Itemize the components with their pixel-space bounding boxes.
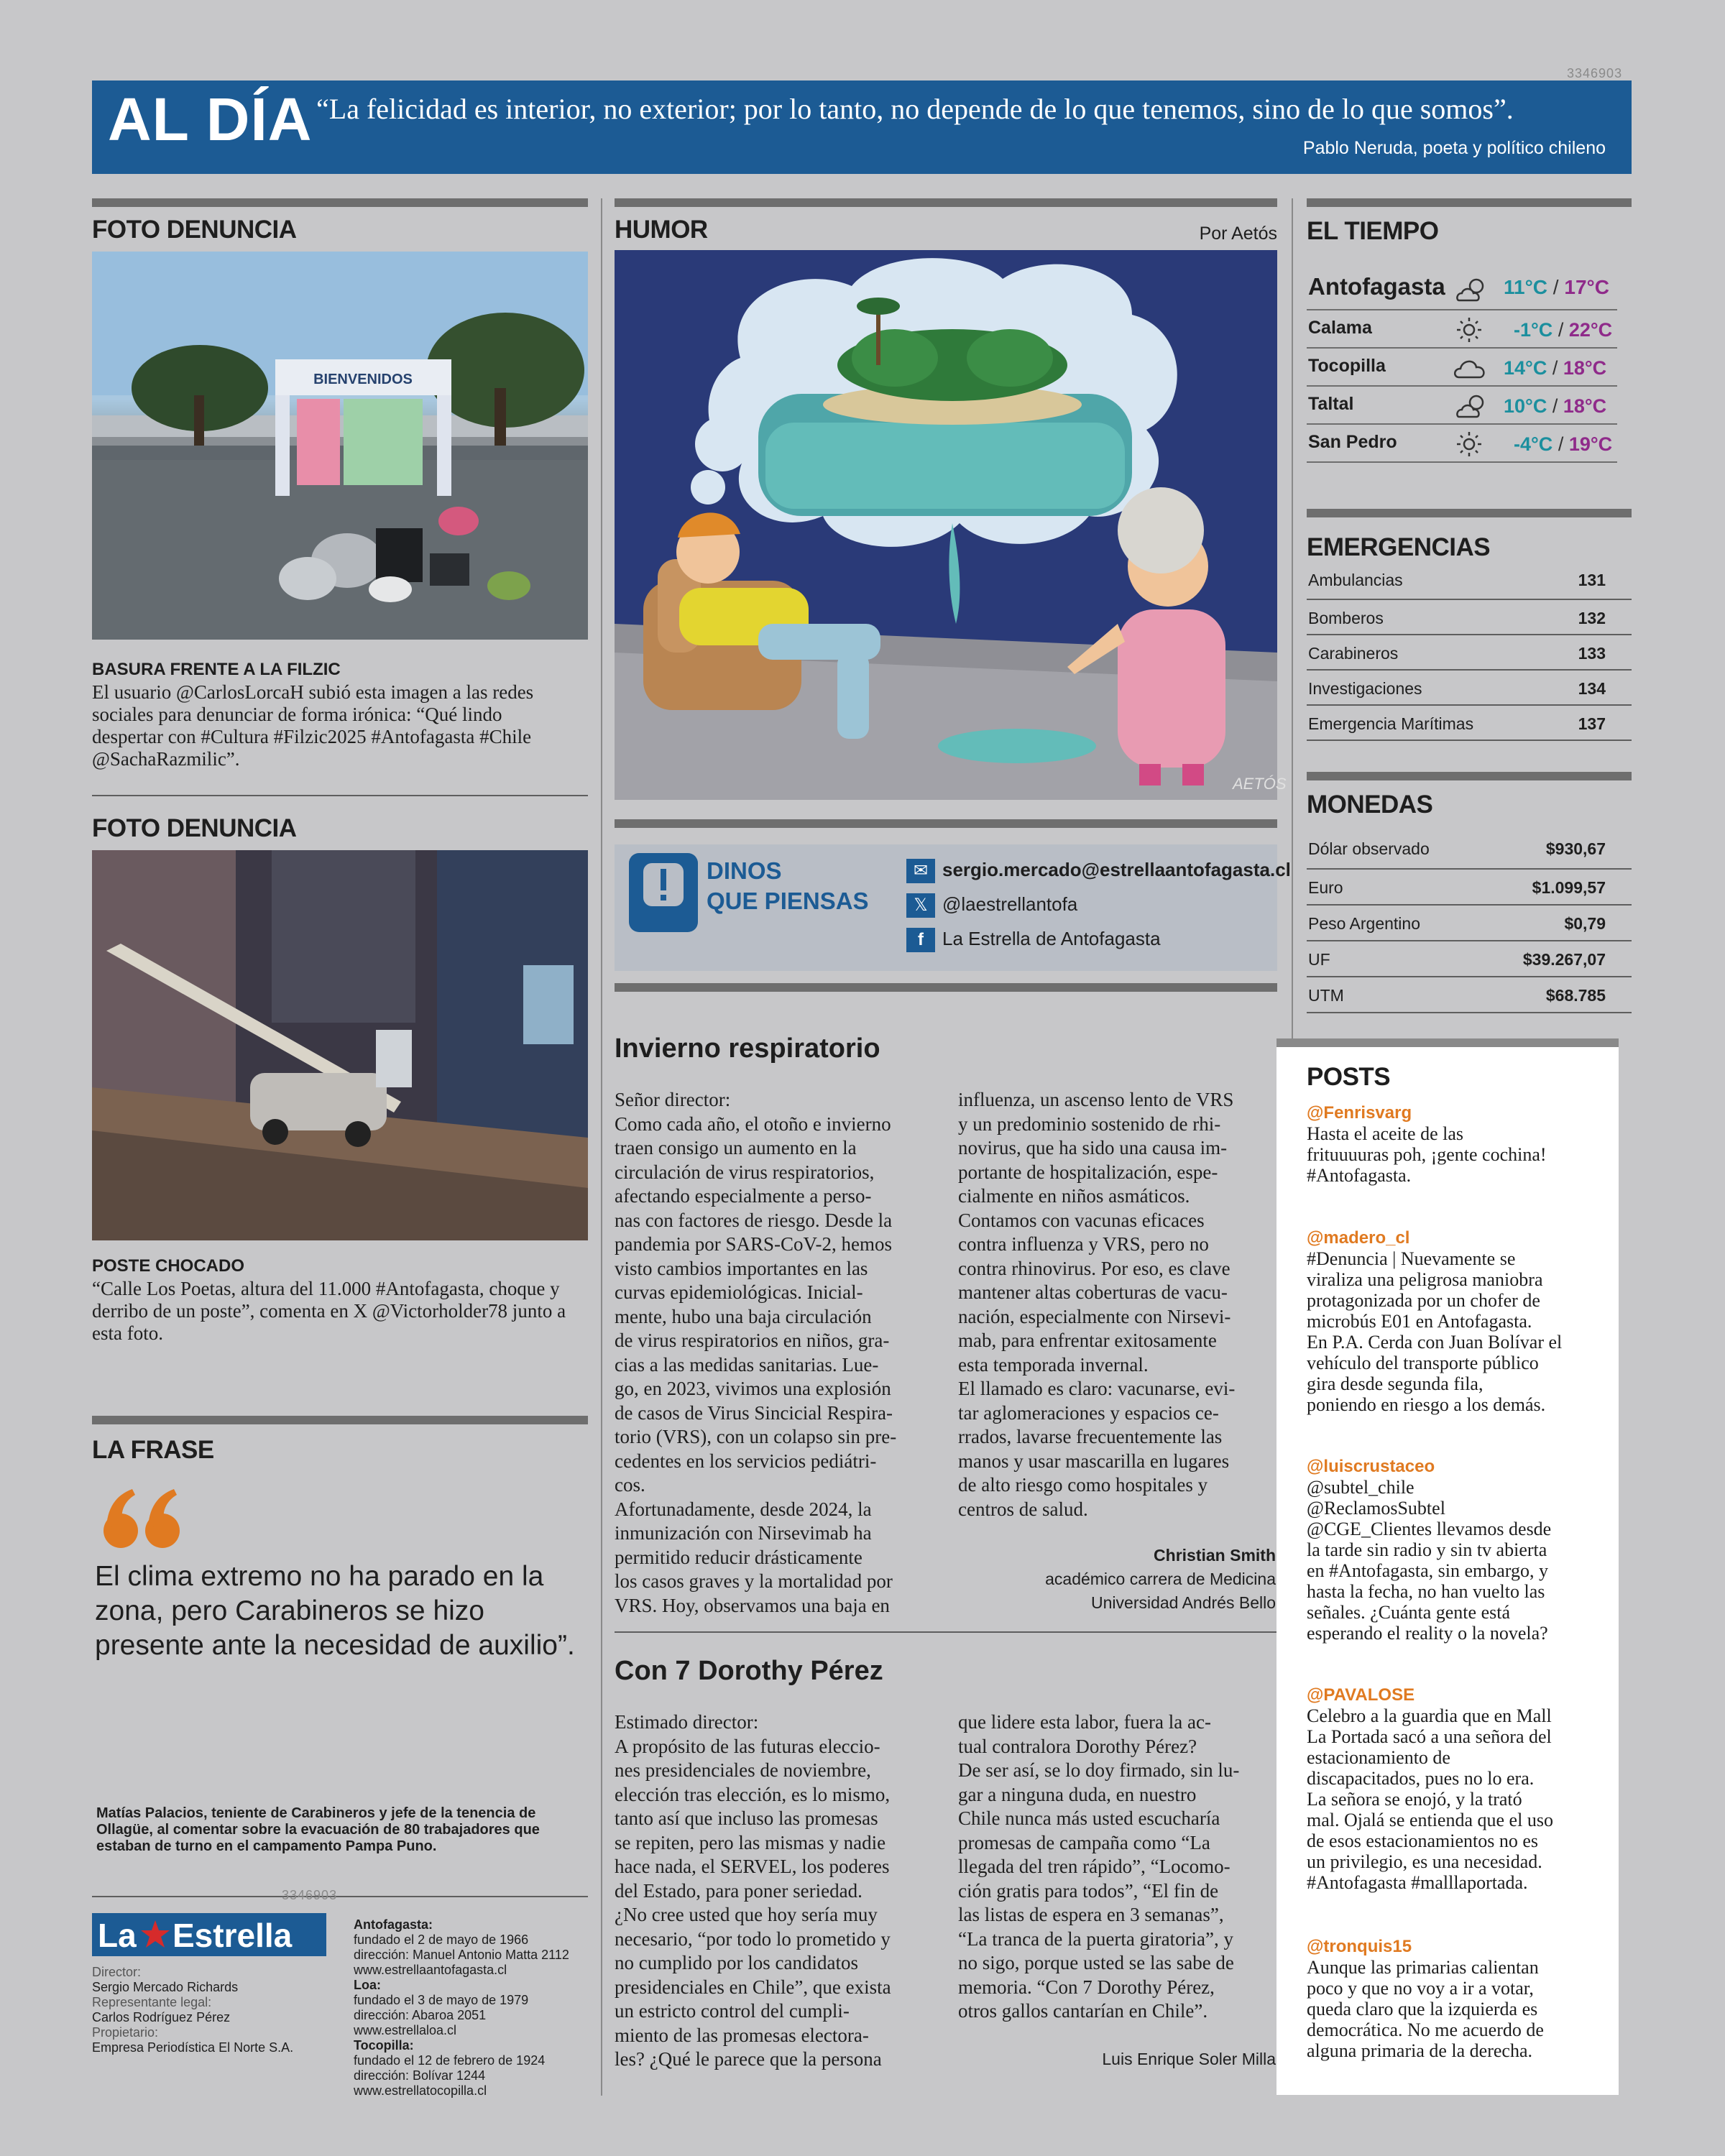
weather-row: Antofagasta 11°C / 17°C <box>1307 267 1617 310</box>
post-item <box>1307 1228 1609 1415</box>
post-line: señales. ¿Cuánta gente está <box>1307 1602 1510 1623</box>
letter1-column2: influenza, un ascenso lento de VRS y un predominio sostenido de rhi- novirus, que ha sido una causa im- portante de hospitalización, espe- cialmente en niños asmáticos. Contamos con vacunas eficaces contra influenza y VRS, pero no contra rhinovirus. Por eso, es clave mantener altas coberturas de vacu- nación, especialmente con Nirsevi- mab, para enfrentar exitosamente esta temporada invernal. El llamado es claro: vacunarse, evi- tar aglomeraciones y espacios ce- rrados, lavarse frecuentemente las manos y usar mascarilla en lugares de alto riesgo como hospitales y centros de salud. <box>958 1089 1236 1520</box>
humor-cartoon <box>615 250 1287 800</box>
partly-cloudy-icon <box>1455 392 1489 420</box>
post-line: democrática. No me acuerdo de <box>1307 2019 1544 2040</box>
weather-high: 18°C <box>1563 395 1607 417</box>
foto1-caption-title: BASURA FRENTE A LA FILZIC <box>92 660 341 679</box>
column-rule <box>92 1416 588 1424</box>
edition-city: Antofagasta: <box>354 1917 433 1932</box>
frase-attribution: Matías Palacios, teniente de Carabineros y jefe de la tenencia de Ollagüe, al comentar sobre la evacuación de 80 trabajadores que estaban de turno en el campamento Pampa Puno. <box>96 1805 540 1854</box>
monedas-row <box>1307 941 1632 977</box>
emergencias-table <box>1307 565 1632 741</box>
post-line: vehículo del transporte público <box>1307 1353 1539 1373</box>
foto2-caption-title: POSTE CHOCADO <box>92 1256 245 1276</box>
edition-line: www.estrellatocopilla.cl <box>354 2083 487 2098</box>
weather-high: 22°C <box>1568 319 1613 341</box>
frase-quote: El clima extremo no ha parado en la zona, pero Carabineros se hizo presente ante la necesidad de auxilio”. <box>95 1561 575 1661</box>
column-rule <box>615 819 1277 828</box>
post-line: La Portada sacó a una señora del <box>1307 1726 1552 1747</box>
weather-low: 14°C <box>1504 357 1547 379</box>
post-line: #Antofagasta #malllaportada. <box>1307 1872 1528 1893</box>
post-line: protagonizada por un chofer de <box>1307 1290 1540 1311</box>
logo-la: La <box>98 1917 137 1954</box>
partly-cloudy-icon <box>1455 276 1489 303</box>
post-line: Celebro a la guardia que en Mall <box>1307 1705 1552 1726</box>
column-rule <box>1307 198 1632 207</box>
letter1-signer-role: académico carrera de Medicina <box>1045 1570 1276 1588</box>
posts-panel <box>1276 1038 1619 2095</box>
emergencias-label: Investigaciones <box>1308 679 1422 698</box>
foto1-caption: El usuario @CarlosLorcaH subió esta imagen a las redes sociales para denunciar de forma irónica: “Qué lindo despertar con #Cultura #Filzic2025 #Antofagasta #Chile @SachaRazmilic”. <box>92 681 534 770</box>
weather-city: Tocopilla <box>1308 356 1386 376</box>
edition-line: www.estrellaloa.cl <box>354 2023 457 2037</box>
foto1-illustration <box>92 252 588 640</box>
monedas-row <box>1307 870 1632 906</box>
emergencias-label: Emergencia Marítimas <box>1308 714 1474 733</box>
post-line: #Denuncia | Nuevamente se <box>1307 1248 1516 1269</box>
post-line: gira desde segunda fila, <box>1307 1373 1484 1394</box>
foto2-section-title: FOTO DENUNCIA <box>92 814 297 842</box>
weather-row: Calama -1°C / 22°C <box>1307 310 1617 349</box>
post-line: estacionamiento de <box>1307 1747 1450 1768</box>
logo-estrella: Estrella <box>172 1917 293 1954</box>
monedas-label: UF <box>1308 950 1330 969</box>
monedas-label: Euro <box>1308 878 1343 897</box>
emergencias-number: 137 <box>1578 714 1606 733</box>
edition-line: dirección: Bolívar 1244 <box>354 2068 486 2083</box>
post-line: queda claro que la izquierda es <box>1307 1999 1538 2019</box>
emergencias-row <box>1307 565 1632 600</box>
sun-icon <box>1455 430 1484 458</box>
post-line: poniendo en riesgo a los demás. <box>1307 1394 1546 1415</box>
dinos-facebook[interactable]: La Estrella de Antofagasta <box>942 928 1161 949</box>
column-rule <box>1307 772 1632 780</box>
posts-section-title: POSTS <box>1307 1063 1391 1091</box>
emergencias-number: 132 <box>1578 609 1606 627</box>
post-line: mal. Ojalá se entienda que el uso <box>1307 1810 1553 1830</box>
foto1-section-title: FOTO DENUNCIA <box>92 216 297 244</box>
post-line: frituuuuras poh, ¡gente cochina! <box>1307 1144 1547 1165</box>
cloud-icon <box>1453 356 1488 380</box>
weather-table <box>1307 267 1617 463</box>
post-item <box>1307 1685 1609 1893</box>
header-quote: “La felicidad es interior, no exterior; por lo tanto, no depende de lo que tenemos, sino de lo que somos”. <box>316 93 1514 125</box>
monedas-value: $1.099,57 <box>1532 878 1606 897</box>
weather-low: 10°C <box>1504 395 1547 417</box>
column-rule <box>92 198 588 207</box>
director-label: Director: <box>92 1965 142 1979</box>
foto2-caption: “Calle Los Poetas, altura del 11.000 #Antofagasta, choque y derribo de un poste”, comenta en X @Victorholder78 junto a esta foto. <box>92 1278 566 1344</box>
quote-mark-icon <box>101 1486 187 1551</box>
weather-city: San Pedro <box>1308 432 1397 452</box>
emergencias-section-title: EMERGENCIAS <box>1307 533 1491 561</box>
edition-city: Loa: <box>354 1978 381 1992</box>
masthead-logo <box>92 1913 326 1956</box>
weather-row: Tocopilla 14°C / 18°C <box>1307 349 1617 387</box>
x-icon: 𝕏 <box>906 893 935 918</box>
letter2-signer: Luis Enrique Soler Milla <box>1102 2050 1276 2068</box>
email-icon: ✉ <box>906 859 935 883</box>
emergencias-label: Carabineros <box>1308 644 1399 663</box>
foto1-photo <box>92 252 588 640</box>
post-item <box>1307 1937 1609 2061</box>
letter1-signature <box>958 1544 1276 1615</box>
monedas-section-title: MONEDAS <box>1307 791 1433 819</box>
emergencias-row <box>1307 600 1632 635</box>
edition-line: dirección: Abaroa 2051 <box>354 2008 487 2022</box>
masthead-editions <box>354 1917 591 2099</box>
emergencias-row <box>1307 706 1632 741</box>
owner-name: Empresa Periodística El Norte S.A. <box>92 2040 294 2055</box>
weather-row: Taltal 10°C / 18°C <box>1307 387 1617 425</box>
edition-line: www.estrellaantofagasta.cl <box>354 1963 507 1977</box>
sun-icon <box>1455 316 1484 344</box>
post-handle[interactable]: @Fenrisvarg <box>1307 1103 1412 1123</box>
dinos-title <box>707 856 869 916</box>
post-line: #Antofagasta. <box>1307 1165 1412 1186</box>
letter1-signer: Christian Smith <box>1154 1546 1276 1565</box>
monedas-row <box>1307 906 1632 941</box>
post-line: en #Antofagasta, sin embargo, y <box>1307 1560 1548 1581</box>
post-line: de esos estacionamientos no es <box>1307 1830 1539 1851</box>
edition-line: dirección: Manuel Antonio Matta 2112 <box>354 1948 569 1962</box>
emergencias-number: 131 <box>1578 571 1606 589</box>
weather-high: 19°C <box>1568 433 1613 455</box>
header-quote-author: Pablo Neruda, poeta y político chileno <box>1302 138 1606 158</box>
post-handle[interactable]: @tronquis15 <box>1307 1937 1412 1956</box>
edition-line: fundado el 3 de mayo de 1979 <box>354 1993 529 2007</box>
frase-section-title: LA FRASE <box>92 1436 214 1464</box>
speech-bubble-icon <box>629 853 698 932</box>
post-item <box>1307 1457 1609 1644</box>
rep-name: Carlos Rodríguez Pérez <box>92 2010 231 2024</box>
post-line: microbús E01 en Antofagasta. <box>1307 1311 1532 1332</box>
monedas-label: Peso Argentino <box>1308 914 1421 933</box>
column-separator <box>1292 198 1293 1039</box>
monedas-label: UTM <box>1308 986 1344 1005</box>
post-handle[interactable]: @luiscrustaceo <box>1307 1457 1435 1476</box>
director-name: Sergio Mercado Richards <box>92 1980 239 1994</box>
monedas-value: $39.267,07 <box>1522 950 1606 969</box>
arch-sign: BIENVENIDOS <box>313 372 413 387</box>
star-icon <box>139 1919 171 1950</box>
humor-section-title: HUMOR <box>615 216 708 244</box>
monedas-value: $0,79 <box>1564 914 1606 933</box>
page-code-bottom: 3346903 <box>282 1888 338 1902</box>
weather-row: San Pedro -4°C / 19°C <box>1307 425 1617 463</box>
post-line: La señora se enojó, y la trató <box>1307 1789 1522 1810</box>
column-rule <box>615 983 1277 992</box>
masthead-staff <box>92 1965 329 2055</box>
column-separator <box>601 198 602 2096</box>
letter1-title: Invierno respiratorio <box>615 1033 880 1064</box>
weather-low: -1°C <box>1514 319 1553 341</box>
emergencias-label: Bomberos <box>1308 609 1384 627</box>
post-handle[interactable]: @PAVALOSE <box>1307 1685 1415 1705</box>
post-line: @CGE_Clientes llevamos desde <box>1307 1519 1552 1539</box>
dinos-title-line1: DINOS <box>707 857 782 884</box>
emergencias-label: Ambulancias <box>1308 571 1403 589</box>
weather-low: -4°C <box>1514 433 1553 455</box>
post-item <box>1307 1103 1609 1186</box>
cartoon-signature: AETÓS <box>1233 775 1287 793</box>
dinos-box <box>615 844 1291 971</box>
page-code: 3346903 <box>1567 66 1623 80</box>
monedas-value: $930,67 <box>1545 839 1606 858</box>
facebook-icon: f <box>906 928 935 952</box>
dinos-email[interactable]: sergio.mercado@estrellaantofagasta.cl <box>942 859 1291 880</box>
post-handle[interactable]: @madero_cl <box>1307 1228 1410 1248</box>
foto2-photo <box>92 850 588 1240</box>
post-line: la tarde sin radio y sin tv abierta <box>1307 1539 1547 1560</box>
monedas-label: Dólar observado <box>1308 839 1430 858</box>
letter1-column1: Señor director: Como cada año, el otoño e invierno traen consigo un aumento en la circulación de virus respiratorios, afectando especialmente a perso- nas con factores de riesgo. Desde la pandemia por SARS-CoV-2, hemos visto cambios importantes en las curvas epidemiológicas. Inicial- mente, hubo una baja circulación de virus respiratorios en niños, gra- cias a las medidas sanitarias. Lue- go, en 2023, vivimos una explosión de casos de Virus Sincicial Respira- torio (VRS), con un colapso sin pre- cedentes en los servicios pediátri- cos. Afortunadamente, desde 2024, la inmunización con Nirsevimab ha permitido reducir drásticamente los casos graves y la mortalidad por VRS. Hoy, observamos una baja en <box>615 1089 897 1616</box>
post-line: Hasta el aceite de las <box>1307 1123 1463 1144</box>
emergencias-number: 134 <box>1578 679 1606 698</box>
cartoon-illustration <box>615 250 1287 800</box>
rep-label: Representante legal: <box>92 1995 212 2009</box>
dinos-x-handle[interactable]: @laestrellantofa <box>942 893 1078 915</box>
monedas-row <box>1307 977 1632 1013</box>
post-line: @subtel_chile <box>1307 1477 1414 1498</box>
post-line: @ReclamosSubtel <box>1307 1498 1445 1519</box>
weather-city: Taltal <box>1308 394 1354 414</box>
post-line: viraliza una peligrosa maniobra <box>1307 1269 1543 1290</box>
emergencias-row <box>1307 635 1632 671</box>
edition-city: Tocopilla: <box>354 2038 414 2053</box>
humor-author: Por Aetós <box>1199 224 1277 244</box>
edition-line: fundado el 12 de febrero de 1924 <box>354 2053 546 2068</box>
weather-high: 17°C <box>1564 276 1609 298</box>
weather-low: 11°C <box>1504 276 1548 298</box>
monedas-value: $68.785 <box>1545 986 1606 1005</box>
section-header <box>92 80 1632 174</box>
emergencias-number: 133 <box>1578 644 1606 663</box>
weather-section-title: EL TIEMPO <box>1307 217 1439 245</box>
column-rule <box>615 198 1277 207</box>
post-line: discapacitados, pues no lo era. <box>1307 1768 1535 1789</box>
divider <box>92 795 588 796</box>
weather-city: Antofagasta <box>1308 273 1445 300</box>
post-line: hasta la fecha, no han vuelto las <box>1307 1581 1545 1602</box>
weather-city: Calama <box>1308 318 1372 338</box>
owner-label: Propietario: <box>92 2025 159 2040</box>
foto2-illustration <box>92 850 588 1240</box>
post-line: Aunque las primarias calientan <box>1307 1957 1539 1978</box>
post-line: En P.A. Cerda con Juan Bolívar el <box>1307 1332 1563 1353</box>
weather-high: 18°C <box>1563 357 1607 379</box>
emergencias-row <box>1307 671 1632 706</box>
post-line: alguna primaria de la derecha. <box>1307 2040 1532 2061</box>
letter2-column1: Estimado director: A propósito de las futuras eleccio- nes presidenciales de noviembre, elección tras elección, es lo mismo, tanto así que incluso las promesas se repiten, pero las mismas y nadie hace nada, el SERVEL, los poderes del Estado, para poner seriedad. ¿No cree usted que hoy sería muy necesario, “por todo lo prometido y no cumplido por los candidatos presidenciales en Chile”, que exista un estricto control del cumpli- miento de las promesas electora- les? ¿Qué le parece que la persona <box>615 1711 891 2070</box>
letter2-column2: que lidere esta labor, fuera la ac- tual contralora Dorothy Pérez? De ser así, se lo doy firmado, sin lu- gar a ninguna duda, en nuestro Chile nunca más usted escucharía promesas de campaña como “La llegada del tren rápido”, “Locomo- ción gratis para todos”, “El fin de las listas de espera en 3 semanas”, “La tranca de la puerta giratoria”, y no sigo, porque usted se las sabe de memoria. “Con 7 Dorothy Pérez, otros gallos cantarían en Chile”. <box>958 1711 1240 2022</box>
dinos-title-line2: QUE PIENSAS <box>707 888 869 914</box>
monedas-table <box>1307 834 1632 1013</box>
post-line: un privilegio, es una necesidad. <box>1307 1851 1542 1872</box>
edition-line: fundado el 2 de mayo de 1966 <box>354 1932 529 1947</box>
column-rule <box>1307 509 1632 517</box>
letter1-signer-university: Universidad Andrés Bello <box>1091 1593 1276 1612</box>
letter2-title: Con 7 Dorothy Pérez <box>615 1656 883 1686</box>
section-title: AL DÍA <box>108 86 313 153</box>
post-line: poco y que no voy a ir a votar, <box>1307 1978 1534 1999</box>
divider <box>92 1896 588 1897</box>
post-line: esperando el reality o la novela? <box>1307 1623 1548 1644</box>
divider <box>615 1631 1277 1633</box>
monedas-row <box>1307 834 1632 870</box>
